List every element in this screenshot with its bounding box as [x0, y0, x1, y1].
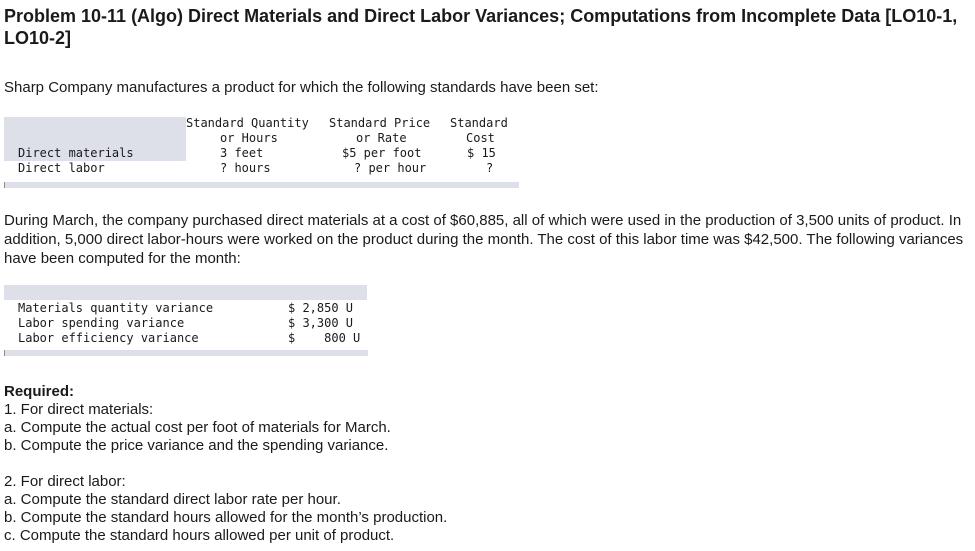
required-item: c. Compute the standard hours allowed per unit of product.	[4, 527, 395, 544]
header-standard-quantity: Standard Quantity	[186, 116, 309, 130]
header-standard-cost: Standard	[450, 116, 508, 130]
row-qty-direct-materials: 3 feet	[220, 146, 264, 160]
row-label-direct-materials: Direct materials	[18, 146, 134, 160]
required-item: b. Compute the standard hours allowed for the month’s production.	[4, 509, 448, 526]
required-item: a. Compute the standard direct labor rate per hour.	[4, 491, 341, 508]
table-bottom-rule	[4, 350, 368, 356]
required-heading: Required:	[4, 383, 75, 400]
row-price-direct-materials: $5 per foot	[342, 146, 422, 160]
variance-value-labor-spending: $ 3,300 U	[288, 316, 354, 330]
header-or-rate: or Rate	[356, 131, 407, 145]
march-paragraph: During March, the company purchased direct materials at a cost of $60,885, all of which were used in the production of 3,500 units of product. In addition, 5,000 direct labor-hours were worked on the product during the month. The cost of this labor time was $42,500. The following variances have been computed for the month:	[4, 212, 964, 267]
required-item: 2. For direct labor:	[4, 473, 126, 490]
table-bottom-rule	[4, 182, 519, 188]
variances-table	[4, 285, 367, 360]
standards-table	[4, 114, 518, 189]
required-item: 1. For direct materials:	[4, 401, 154, 418]
variance-label-labor-spending: Labor spending variance	[18, 316, 185, 330]
table-header-band	[4, 285, 367, 300]
variance-value-materials-quantity: $ 2,850 U	[288, 301, 354, 315]
required-item: b. Compute the price variance and the spending variance.	[4, 437, 389, 454]
row-cost-direct-materials: $ 15	[467, 146, 496, 160]
header-or-hours: or Hours	[220, 131, 278, 145]
variance-value-labor-efficiency: $ 800 U	[288, 331, 361, 345]
row-label-direct-labor: Direct labor	[18, 161, 105, 175]
header-standard-price: Standard Price	[329, 116, 431, 130]
problem-title: Problem 10-11 (Algo) Direct Materials and Direct Labor Variances; Computations from Incomplete Data [LO10-1, LO10-2]	[4, 6, 958, 48]
variance-label-labor-efficiency: Labor efficiency variance	[18, 331, 199, 345]
row-cost-direct-labor: ?	[486, 161, 494, 175]
row-qty-direct-labor: ? hours	[220, 161, 271, 175]
variance-label-materials-quantity: Materials quantity variance	[18, 301, 214, 315]
required-item: a. Compute the actual cost per foot of materials for March.	[4, 419, 391, 436]
header-cost: Cost	[466, 131, 495, 145]
intro-text: Sharp Company manufactures a product for which the following standards have been set:	[4, 79, 599, 96]
row-price-direct-labor: ? per hour	[354, 161, 427, 175]
